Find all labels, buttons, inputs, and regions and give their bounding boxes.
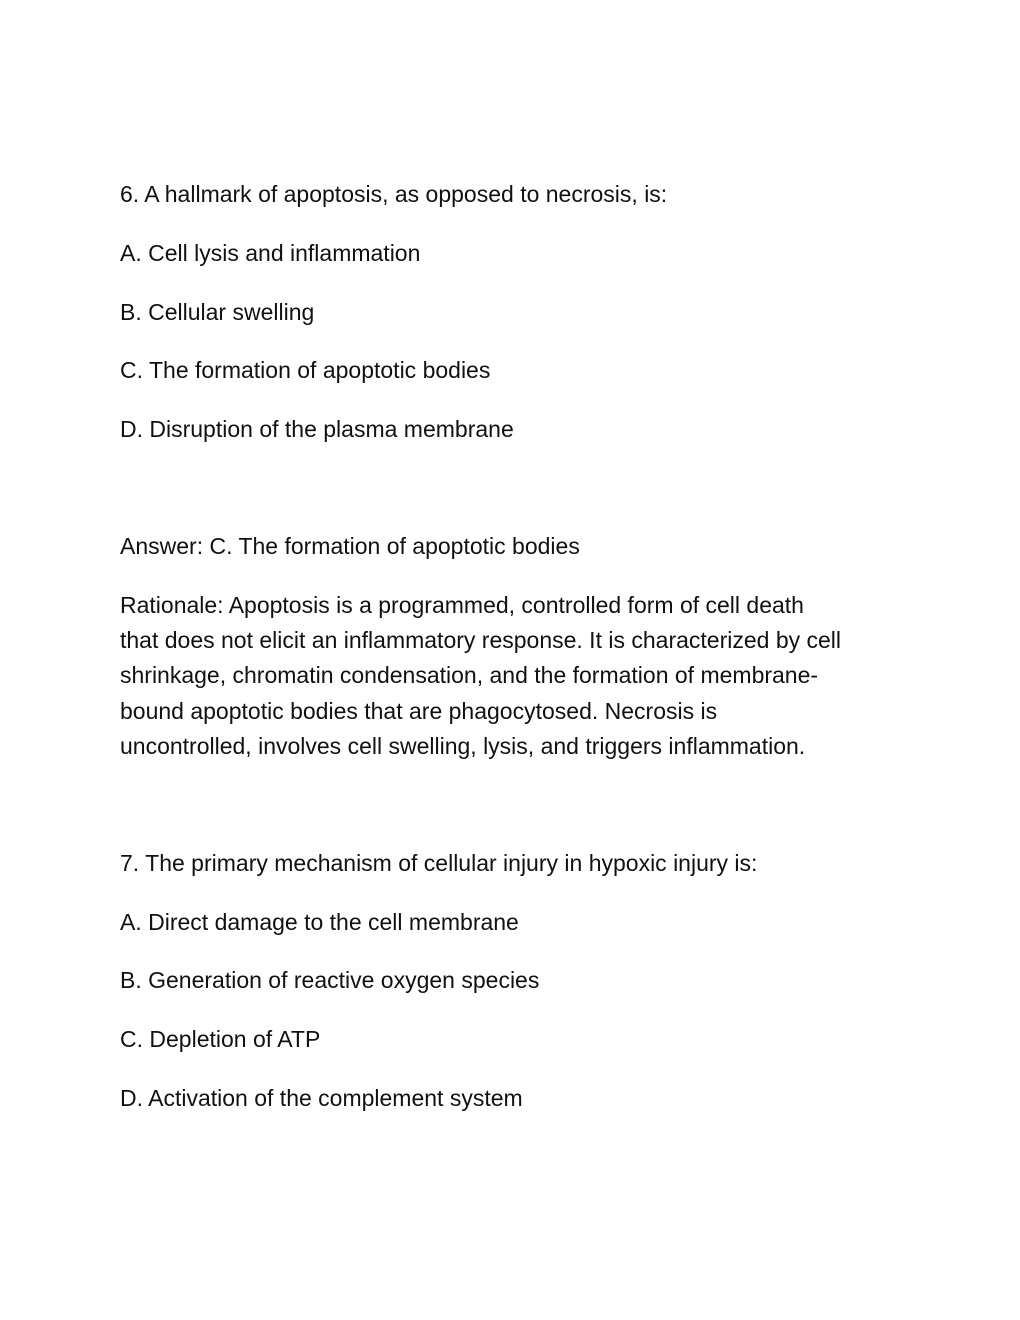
rationale-line: shrinkage, chromatin condensation, and the formation of membrane- <box>120 662 819 688</box>
question-6-option-b: B. Cellular swelling <box>120 299 315 325</box>
question-7-option-a: A. Direct damage to the cell membrane <box>120 909 519 935</box>
rationale-line: that does not elicit an inflammatory response. It is characterized by cell <box>120 627 842 653</box>
question-7-stem: 7. The primary mechanism of cellular injury in hypoxic injury is: <box>120 850 758 876</box>
question-7-option-b: B. Generation of reactive oxygen species <box>120 967 540 993</box>
question-7-option-d: D. Activation of the complement system <box>120 1085 523 1111</box>
rationale-line: bound apoptotic bodies that are phagocytosed. Necrosis is <box>120 698 718 724</box>
question-6-stem: 6. A hallmark of apoptosis, as opposed to necrosis, is: <box>120 181 668 207</box>
question-6-option-c: C. The formation of apoptotic bodies <box>120 357 491 383</box>
rationale-line: uncontrolled, involves cell swelling, lysis, and triggers inflammation. <box>120 733 806 759</box>
question-6-answer: Answer: C. The formation of apoptotic bodies <box>120 533 580 559</box>
question-7-option-c: C. Depletion of ATP <box>120 1026 321 1052</box>
rationale-line: Rationale: Apoptosis is a programmed, controlled form of cell death <box>120 592 804 618</box>
question-6-option-d: D. Disruption of the plasma membrane <box>120 416 514 442</box>
question-6-option-a: A. Cell lysis and inflammation <box>120 240 421 266</box>
